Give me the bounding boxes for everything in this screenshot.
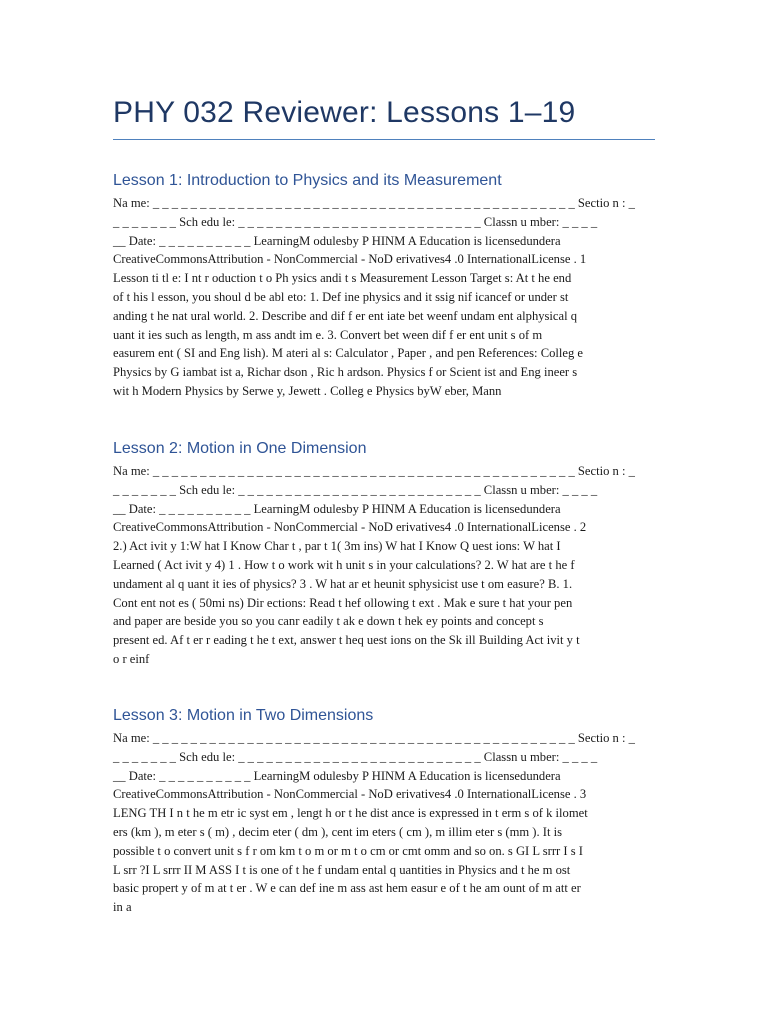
lesson-body-text: Na me: _ _ _ _ _ _ _ _ _ _ _ _ _ _ _ _ _ _ _ _ _ _ _ _ _ _ _ _ _ _ _ _ _ _ _ _ _ _ _ _ _ _ _ _ _ Sectio n : _ _ _ _ _ _ _ _ Sch edu le: _ _ _ _ _ _ _ _ _ _ _ _ _ _ _ _ _ _ _ _ _ _ _ _ _ _ Classn u mber: _ _ _ _ __ Date: _ _ _ _ _ _ _ _ _ _ LearningM odulesby P HINM A Education is licensedundera CreativeCommonsAttribution - NonCommercial - NoD erivatives4 .0 InternationalLicense . 1 Lesson ti tl e: I nt r oduction t o Ph ysics andi t s Measurement Lesson Target s: At t he end of t his l esson, you shoul d be abl eto: 1. Def ine physics and it ssig nif icancef or under st anding t he nat ural world. 2. Describe and dif f er ent iate bet weenf undam ent alphysical q uant it ies such as length, m ass andt im e. 3. Convert bet ween dif f er ent unit s of m easurem ent ( SI and Eng lish). M ateri al s: Calculator , Paper , and pen References: Colleg e Physics by G iambat ist a, Richar dson , Ric h ardson. Physics f or Scient ist and Eng ineer s wit h Modern Physics by Serwe y, Jewett . Colleg e Physics byW eber, Mann bbox=[113, 196, 635, 398]
lesson-heading: Lesson 2: Motion in One Dimension bbox=[113, 440, 367, 457]
document-title: PHY 032 Reviewer: Lessons 1–19 bbox=[113, 96, 576, 129]
lesson-heading: Lesson 3: Motion in Two Dimensions bbox=[113, 707, 374, 724]
lesson-heading: Lesson 1: Introduction to Physics and its Measurement bbox=[113, 172, 502, 189]
lesson-section-3 bbox=[113, 707, 658, 917]
lesson-body-text: Na me: _ _ _ _ _ _ _ _ _ _ _ _ _ _ _ _ _ _ _ _ _ _ _ _ _ _ _ _ _ _ _ _ _ _ _ _ _ _ _ _ _ _ _ _ _ Sectio n : _ _ _ _ _ _ _ _ Sch edu le: _ _ _ _ _ _ _ _ _ _ _ _ _ _ _ _ _ _ _ _ _ _ _ _ _ _ Classn u mber: _ _ _ _ __ Date: _ _ _ _ _ _ _ _ _ _ LearningM odulesby P HINM A Education is licensedundera CreativeCommonsAttribution - NonCommercial - NoD erivatives4 .0 InternationalLicense . 3 LENG TH I n t he m etr ic syst em , lengt h or t he dist ance is expressed in t erm s of k ilomet ers (km ), m eter s ( m) , decim eter ( dm ), cent im eters ( cm ), m illim eter s (mm ). It is possible t o convert unit s f r om km t o m or m t o cm or cmt omm and so on. s GI L srrr I s I L srr ?I L srrr II M ASS I t is one of t he f undam ental q uantities in Physics and t he m ost basic propert y of m at t er . W e can def ine m ass ast hem easur e of t he am ount of m att er in a bbox=[113, 731, 635, 915]
title-divider bbox=[113, 139, 655, 140]
lesson-section-2 bbox=[113, 440, 658, 669]
lesson-section-1 bbox=[113, 172, 658, 401]
lesson-body-text: Na me: _ _ _ _ _ _ _ _ _ _ _ _ _ _ _ _ _ _ _ _ _ _ _ _ _ _ _ _ _ _ _ _ _ _ _ _ _ _ _ _ _ _ _ _ _ Sectio n : _ _ _ _ _ _ _ _ Sch edu le: _ _ _ _ _ _ _ _ _ _ _ _ _ _ _ _ _ _ _ _ _ _ _ _ _ _ Classn u mber: _ _ _ _ __ Date: _ _ _ _ _ _ _ _ _ _ LearningM odulesby P HINM A Education is licensedundera CreativeCommonsAttribution - NonCommercial - NoD erivatives4 .0 InternationalLicense . 2 2.) Act ivit y 1:W hat I Know Char t , par t 1( 3m ins) W hat I Know Q uest ions: W hat I Learned ( Act ivit y 4) 1 . How t o work wit h unit s in your calculations? 2. W hat are t he f undament al q uant it ies of physics? 3 . W hat ar et heunit sphysicist use t om easure? B. 1. Cont ent not es ( 50mi ns) Dir ections: Read t hef ollowing t ext . Mak e sure t hat your pen and paper are beside you so you canr eadily t ak e down t hek ey points and concept s present ed. Af t er r eading t he t ext, answer t heq uest ions on the Sk ill Building Act ivit y t o r einf bbox=[113, 464, 635, 666]
